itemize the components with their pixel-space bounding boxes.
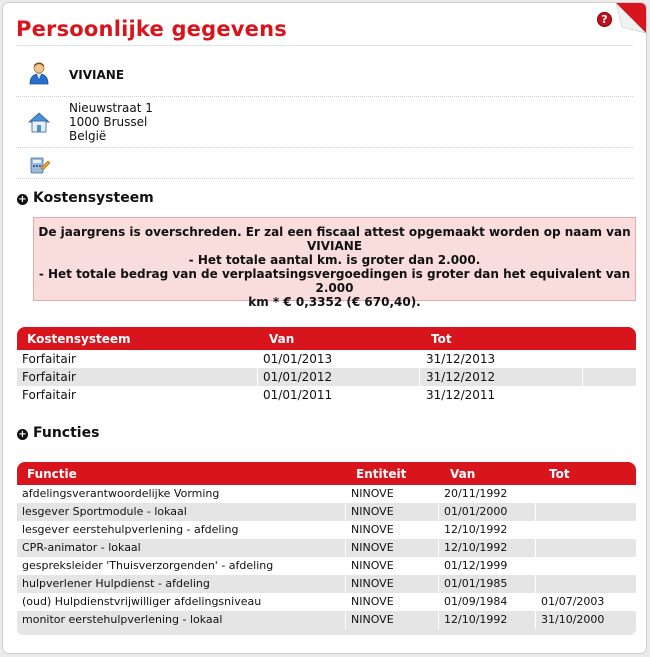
functies-table [17, 462, 636, 635]
table-row[interactable] [17, 611, 636, 629]
cell-tot: 31/10/2000 [541, 613, 605, 626]
address-country: België [69, 129, 107, 143]
page-curl-icon [616, 3, 646, 33]
cell-functie: monitor eerstehulpverlening - lokaal [22, 613, 223, 626]
table-row[interactable] [17, 521, 636, 539]
cell-entiteit: NINOVE [351, 541, 394, 554]
section-functies-label: Functies [33, 425, 100, 441]
column-header-entiteit[interactable]: Entiteit [356, 467, 407, 481]
cell-van: 20/11/1992 [444, 487, 508, 500]
divider [16, 147, 633, 148]
alert-line: VIVIANE [306, 239, 363, 253]
cell-van: 01/01/2013 [263, 352, 333, 366]
cell-van: 12/10/1992 [444, 541, 508, 554]
cell-van: 01/01/2011 [263, 388, 333, 402]
cell-van: 12/10/1992 [444, 523, 508, 536]
address-street: Nieuwstraat 1 [69, 101, 153, 115]
warning-alert [33, 217, 636, 309]
divider [16, 178, 633, 179]
divider [16, 45, 633, 46]
table-header [17, 327, 636, 350]
alert-line: De jaargrens is overschreden. Er zal een fiscaal attest opgemaakt worden op naam van [38, 225, 631, 239]
collapse-icon[interactable]: + [18, 429, 27, 440]
cell-functie: gespreksleider 'Thuisverzorgenden' - afdeling [22, 559, 274, 572]
table-row[interactable] [17, 368, 636, 386]
cell-systeem: Forfaitair [22, 352, 76, 366]
table-row[interactable] [17, 593, 636, 611]
kostensysteem-table [17, 327, 636, 404]
alert-line: km * € 0,3352 (€ 670,40). [248, 295, 421, 309]
table-header [17, 462, 636, 485]
column-header-kostensysteem[interactable]: Kostensysteem [27, 332, 131, 346]
cell-tot: 31/12/2012 [426, 370, 496, 384]
calculator-icon[interactable] [27, 152, 51, 176]
user-icon [27, 61, 51, 85]
cell-functie: afdelingsverantwoordelijke Vorming [22, 487, 220, 500]
column-header-van[interactable]: Van [269, 332, 295, 346]
alert-line: - Het totale aantal km. is groter dan 2.000. [188, 253, 481, 267]
cell-entiteit: NINOVE [351, 505, 394, 518]
cell-tot: 01/07/2003 [541, 595, 605, 608]
column-header-tot[interactable]: Tot [549, 467, 570, 481]
cell-entiteit: NINOVE [351, 523, 394, 536]
cell-van: 01/09/1984 [444, 595, 508, 608]
alert-line: - Het totale bedrag van de verplaatsingsvergoedingen is groter dan het equivalent van 2.000 [38, 267, 631, 295]
cell-functie: (oud) Hulpdienstvrijwilliger afdelingsniveau [22, 595, 262, 608]
divider [16, 96, 633, 97]
cell-van: 12/10/1992 [444, 613, 508, 626]
cell-van: 01/01/2000 [444, 505, 508, 518]
cell-van: 01/01/2012 [263, 370, 333, 384]
section-kostensysteem[interactable] [17, 190, 154, 206]
cell-functie: hulpverlener Hulpdienst - afdeling [22, 577, 210, 590]
cell-systeem: Forfaitair [22, 370, 76, 384]
help-icon[interactable]: ? [597, 12, 612, 27]
cell-tot: 31/12/2013 [426, 352, 496, 366]
cell-tot: 31/12/2011 [426, 388, 496, 402]
table-row[interactable] [17, 386, 636, 404]
cell-entiteit: NINOVE [351, 577, 394, 590]
table-footer [17, 629, 636, 635]
table-row[interactable] [17, 575, 636, 593]
cell-van: 01/12/1999 [444, 559, 508, 572]
cell-van: 01/01/1985 [444, 577, 508, 590]
cell-entiteit: NINOVE [351, 613, 394, 626]
column-header-functie[interactable]: Functie [27, 467, 77, 481]
cell-functie: lesgever Sportmodule - lokaal [22, 505, 187, 518]
column-header-van[interactable]: Van [450, 467, 476, 481]
section-functies[interactable] [17, 425, 99, 441]
table-row[interactable] [17, 539, 636, 557]
cell-functie: lesgever eerstehulpverlening - afdeling [22, 523, 239, 536]
cell-systeem: Forfaitair [22, 388, 76, 402]
cell-entiteit: NINOVE [351, 559, 394, 572]
cell-entiteit: NINOVE [351, 595, 394, 608]
table-row[interactable] [17, 485, 636, 503]
person-name: VIVIANE [69, 68, 125, 82]
section-kostensysteem-label: Kostensysteem [33, 190, 154, 206]
address-city: 1000 Brussel [69, 115, 148, 129]
column-header-tot[interactable]: Tot [431, 332, 452, 346]
home-icon [27, 110, 51, 134]
table-row[interactable] [17, 503, 636, 521]
page-title: Persoonlijke gegevens [16, 17, 287, 41]
personal-data-panel [2, 2, 647, 654]
collapse-icon[interactable]: + [18, 194, 27, 205]
cell-functie: CPR-animator - lokaal [22, 541, 141, 554]
table-row[interactable] [17, 350, 636, 368]
cell-entiteit: NINOVE [351, 487, 394, 500]
table-row[interactable] [17, 557, 636, 575]
